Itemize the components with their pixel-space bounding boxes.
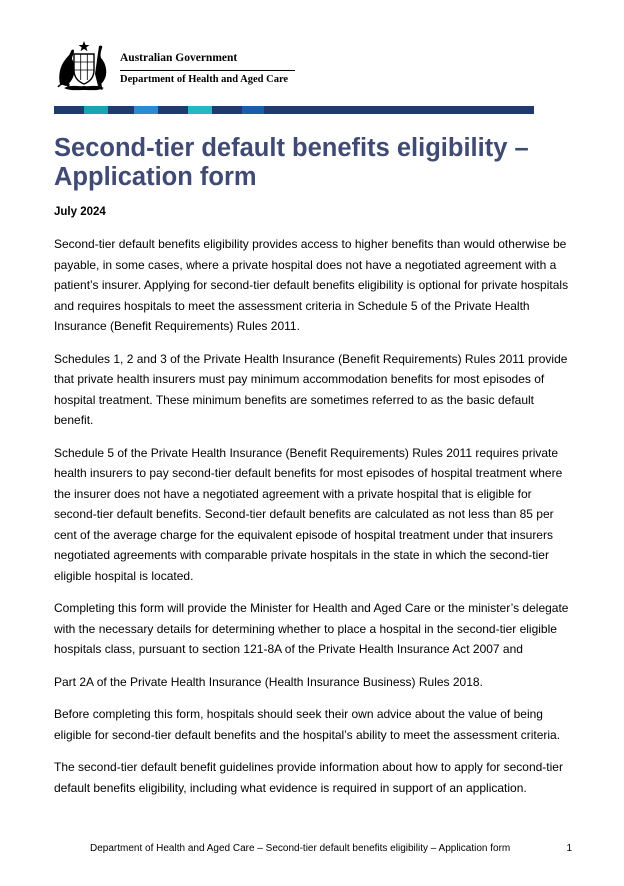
brand-bar-segment (242, 106, 264, 114)
document-body (54, 234, 576, 810)
brand-bar-segment (134, 106, 158, 114)
brand-color-bar (54, 106, 534, 114)
body-paragraph: The second-tier default benefit guidelines provide information about how to apply for second-tier default benefits eligibility, including what evidence is required in support of an application. (54, 760, 563, 795)
brand-bar-segment (108, 106, 134, 114)
page-footer (90, 843, 572, 854)
body-paragraph: Part 2A of the Private Health Insurance (Health Insurance Business) Rules 2018. (54, 674, 483, 689)
body-paragraph: Schedule 5 of the Private Health Insurance (Benefit Requirements) Rules 2011 requires private health insurers to pay second-tier default benefits for most episodes of hospital treatment where the insurer does not have a negotiated agreement with a private hospital that is eligible for second-tier default benefits. Second-tier default benefits are calculated as not less than 85 per cent of the average charge for the equivalent episode of hospital treatment under that insurers negotiated agreements with comparable private hospitals in the state in which the second-tier eligible hospital is located. (54, 445, 563, 583)
brand-bar-segment (188, 106, 212, 114)
page-header (54, 40, 534, 94)
document-title: Second-tier default benefits eligibility – Application form (54, 134, 529, 191)
brand-bar-segment (158, 106, 188, 114)
body-paragraph: Completing this form will provide the Minister for Health and Aged Care or the minister’s delegate with the necessary details for determining whether to place a hospital in the second-tier eligible hospitals class, pursuant to section 121-8A of the Private Health Insurance Act 2007 and (54, 601, 569, 656)
page-number: 1 (566, 843, 572, 854)
brand-bar-segment (212, 106, 242, 114)
brand-bar-segment (264, 106, 534, 114)
body-paragraph: Second-tier default benefits eligibility provides access to higher benefits than would otherwise be payable, in some cases, where a private hospital does not have a negotiated agreement with a patient’s insurer. Applying for second-tier default benefits eligibility is optional for private hospitals and requires hospitals to meet the assessment criteria in Schedule 5 of the Private Health Insurance (Benefit Requirements) Rules 2011. (54, 237, 569, 333)
government-name: Australian Government (120, 52, 238, 64)
wordmark-divider (120, 70, 295, 71)
footer-text: Department of Health and Aged Care – Second-tier default benefits eligibility – Application form (90, 843, 511, 854)
brand-bar-segment (84, 106, 108, 114)
publication-date: July 2024 (54, 206, 106, 218)
body-paragraph: Schedules 1, 2 and 3 of the Private Health Insurance (Benefit Requirements) Rules 2011 provide that private health insurers must pay minimum accommodation benefits for most episodes of hospital treatment. These minimum benefits are sometimes referred to as the basic default benefit. (54, 351, 568, 427)
body-paragraph: Before completing this form, hospitals should seek their own advice about the value of being eligible for second-tier default benefits and the hospital’s ability to meet the assessment criteria. (54, 707, 561, 742)
department-name: Department of Health and Aged Care (120, 74, 289, 85)
government-wordmark (120, 52, 295, 86)
brand-bar-segment (54, 106, 84, 114)
coat-of-arms-logo (54, 40, 114, 92)
